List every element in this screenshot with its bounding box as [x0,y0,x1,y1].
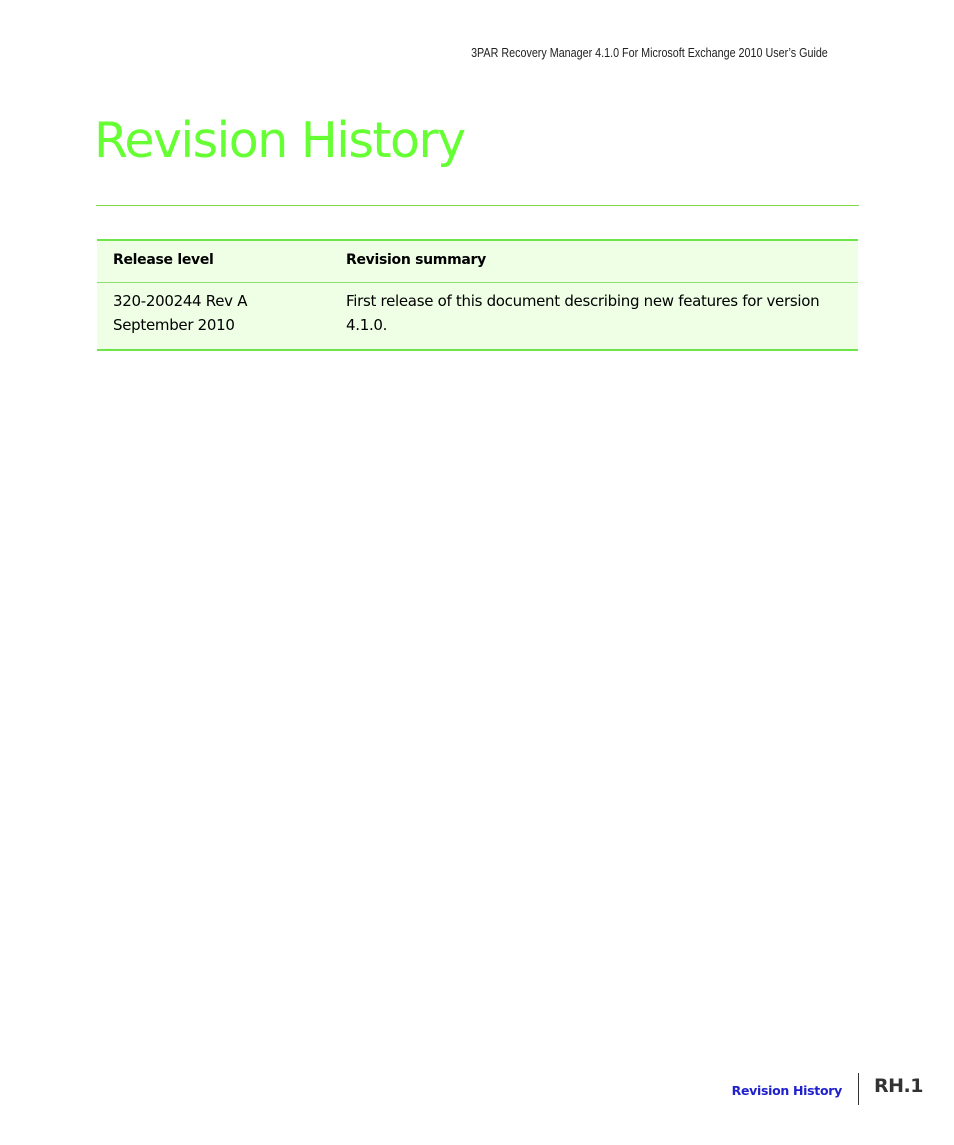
running-header: 3PAR Recovery Manager 4.1.0 For Microsoft Exchange 2010 User’s Guide [471,46,828,60]
page-title: Revision History [94,112,465,169]
footer-page-number: RH.1 [874,1075,923,1097]
column-header-revision-summary: Revision summary [346,240,858,283]
revision-history-table [97,239,858,351]
release-id: 320-200244 Rev A [113,292,248,310]
revision-summary-cell: First release of this document describing new features for version 4.1.0. [346,292,820,334]
footer-section-link[interactable]: Revision History [731,1083,842,1098]
footer-divider [858,1073,859,1105]
release-level-cell [97,283,346,351]
title-divider [96,205,859,206]
release-date: September 2010 [113,316,235,334]
table-header-row [97,240,858,283]
table-row [97,283,858,351]
column-header-release-level: Release level [97,240,346,283]
